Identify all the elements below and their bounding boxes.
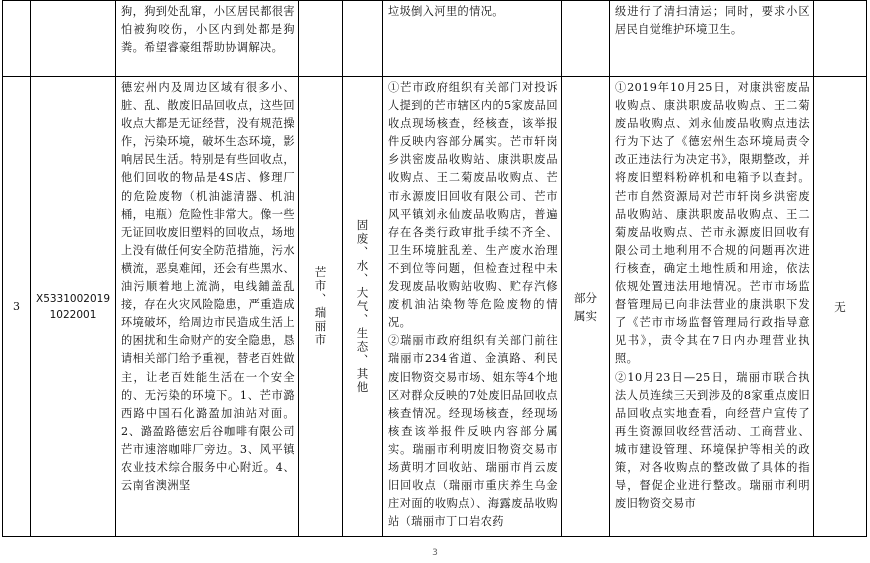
outcome-cell — [610, 1, 814, 76]
note-text: 无 — [834, 299, 846, 314]
table-row — [3, 1, 866, 77]
index-cell — [3, 1, 31, 76]
process-cell — [383, 77, 562, 536]
note-cell — [814, 1, 866, 76]
outcome-text: ①2019年10月25日，对康洪密废品收购点、康洪职废品收购点、王二菊废品收购点、刘永仙废品收购点违法行为下达了《德宏州生态环境局责令改正违法行为决定书》，限期整改，并将废旧塑料粉碎机和电箱予以查封。芒市自然资源局对芒市轩岗乡洪密废品收购站、康洪职废品收购点、王二菊废品收购点、芒市永源废旧回收有限公司土地利用不合规的问题再次进行核查，确定土地性质和用途，依法依规处置违法用地情况。芒市市场监督管理局已向非法营业的康洪职下发了《芒市市场监督管理局行政指导意见书》，责令其在7日内办理营业执照。 ②10月23日—25日，瑞丽市联合执法人员连续三天到涉及的8家重点废旧品回收点实地查看，向经营户宣传了再生资源回收经营活动、工商营业、城市建设管理、环境保护等相关的政策，对各收购点的整改做了具体的指导，督促企业进行整改。瑞丽市利明废旧物资交易市 — [615, 81, 810, 511]
complaint-code: X5331002019 1022001 — [36, 292, 110, 321]
city-cell — [299, 77, 343, 536]
city-text: 芒市、瑞丽市 — [313, 266, 328, 347]
description-text: 狗，狗到处乱窜，小区居民都很害怕被狗咬伤，小区内到处都是狗粪。希望睿豪组帮助协调解决。 — [121, 5, 295, 55]
table-row — [3, 77, 866, 536]
process-cell — [383, 1, 562, 76]
index-cell — [3, 77, 31, 536]
page-number: 3 — [432, 548, 438, 558]
code-cell — [31, 1, 116, 76]
type-cell — [343, 77, 383, 536]
type-cell — [343, 1, 383, 76]
code-cell — [31, 77, 116, 536]
outcome-text: 级进行了清扫清运；同时，要求小区居民自觉维护环境卫生。 — [615, 5, 810, 37]
description-cell — [116, 77, 299, 536]
pollution-type-text: 固废、水、大气、生态、其他 — [355, 218, 370, 395]
outcome-cell — [610, 77, 814, 536]
description-text: 德宏州内及周边区域有很多小、脏、乱、散废旧品回收点，这些回收点大都是无证经营，没有规范操作，污染环境，破坏生态环境，影响居民生活。特别是有些回收点，他们回收的物品是4S店、修理厂的危险废物（机油滤清器、机油桶，电瓶）危险性非常大。像一些无证回收废旧塑料的回收点，场地上没有做任何安全防范措施，污水横流，恶臭难闻，还会有些黑水、油污顺着地上流淌，电线鋪盖乱接，存在火灾风险隐患，严重造成环境破坏，给周边市民造成生活上的困扰和生命财产的安全隐患，恳请相关部门给予重视，替老百姓做主，让老百姓能生活在一个安全的、无污染的环境下。1、芒市潞西路中国石化潞盈加油站对面。2、潞盈路德宏后谷咖啡有限公司芒市速溶咖啡厂旁边。3、风平镇农业技术综合服务中心附近。4、云南省澳洲坚 — [121, 81, 295, 493]
result-cell — [562, 1, 610, 76]
row-index: 3 — [13, 300, 20, 313]
city-cell — [299, 1, 343, 76]
note-cell — [814, 77, 866, 536]
result-text: 部分属实 — [574, 290, 597, 323]
result-cell — [562, 77, 610, 536]
description-cell — [116, 1, 299, 76]
complaint-table — [2, 0, 867, 537]
process-text: ①芒市政府组织有关部门对投诉人提到的芒市辖区内的5家废品回收点现场核查，经核查，该举报件反映内容部分属实。芒市轩岗乡洪密废品收购站、康洪职废品收购点、王二菊废品收购点、芒市永源废旧回收有限公司、芒市风平镇刘永仙废品收购店，普遍存在各类行政审批手续不齐全、卫生环境脏乱差、生产废水治理不到位等问题，但检查过程中未发现废品收购站收购、贮存汽修废机油沾染物等危险废物的情况。 ②瑞丽市政府组织有关部门前往瑞丽市234省道、金滇路、利民废旧物资交易市场、姐东等4个地区对群众反映的7处废旧品回收点核查情况。经现场核查，经现场核查该举报件反映内容部分属实。瑞丽市利明废旧物资交易市场黄明才回收站、瑞丽市肖云废旧回收点（瑞丽市重庆养生乌金庄对面的收购点）、海露废品收购站（瑞丽市丁口岩农药 — [388, 81, 558, 529]
process-text: 垃圾倒入河里的情况。 — [388, 5, 504, 18]
